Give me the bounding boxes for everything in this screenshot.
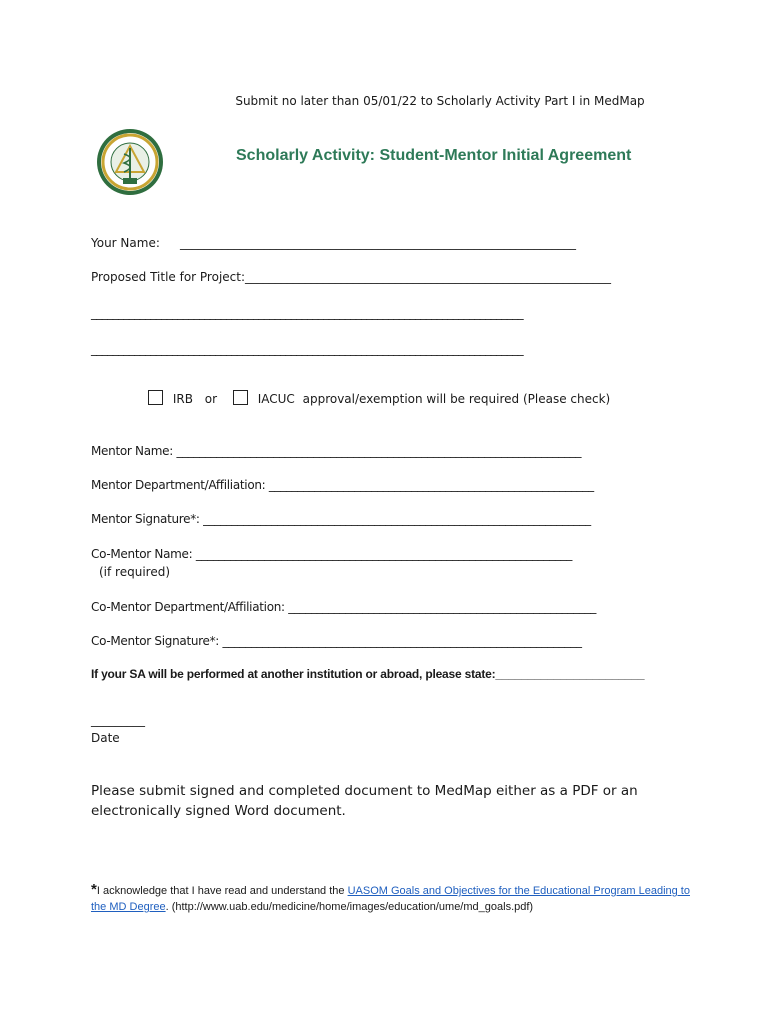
submission-instructions: Please submit signed and completed document to MedMap either as a PDF or an electronically signed Word document.: [91, 783, 638, 819]
acknowledgement-text: I acknowledge that I have read and understand the: [96, 885, 348, 897]
comentor-department-field[interactable]: Co-Mentor Department/Affiliation: ______________________________________________________: [91, 600, 597, 614]
acknowledgement-asterisk: *: [91, 881, 97, 898]
or-label: or: [204, 392, 218, 406]
project-title-continuation-1[interactable]: ________________________________________________________________________________: [91, 306, 524, 320]
submit-deadline-note: Submit no later than 05/01/22 to Scholarly Activity Part I in MedMap: [235, 94, 645, 108]
your-name-label: Your Name:: [91, 236, 160, 250]
approval-row: [148, 390, 610, 406]
project-title-continuation-2[interactable]: ________________________________________________________________________________: [91, 342, 524, 356]
acknowledgement: [91, 882, 691, 915]
approval-statement: approval/exemption will be required (Please check): [302, 392, 611, 406]
mentor-name-field[interactable]: Mentor Name: _______________________________________________________________________: [91, 444, 582, 458]
iacuc-checkbox[interactable]: [233, 390, 248, 405]
acknowledgement-url: . (http://www.uab.edu/medicine/home/images/education/ume/md_goals.pdf): [165, 901, 534, 913]
your-name-field[interactable]: __________________________________________________________________: [180, 236, 576, 250]
institution-abroad-field[interactable]: If your SA will be performed at another institution or abroad, please state:_______________________: [91, 667, 645, 681]
iacuc-label: IACUC: [257, 392, 295, 406]
date-field[interactable]: _________: [91, 713, 145, 727]
comentor-signature-field[interactable]: Co-Mentor Signature*: _______________________________________________________________: [91, 634, 582, 648]
goals-objectives-link[interactable]: UASOM Goals and Objectives for the Educational Program Leading to the MD Degree: [91, 885, 690, 913]
uab-school-of-medicine-seal: [96, 128, 164, 196]
form-title: Scholarly Activity: Student-Mentor Initial Agreement: [236, 147, 632, 164]
irb-checkbox[interactable]: [148, 390, 163, 405]
comentor-if-required-note: (if required): [99, 565, 171, 579]
mentor-department-field[interactable]: Mentor Department/Affiliation: _________________________________________________________: [91, 478, 594, 492]
date-label: Date: [91, 731, 120, 745]
project-title-label: Proposed Title for Project:: [91, 270, 246, 284]
project-title-field[interactable]: _____________________________________________________________: [245, 270, 611, 284]
mentor-signature-field[interactable]: Mentor Signature*: ____________________________________________________________________: [91, 512, 591, 526]
irb-label: IRB: [172, 392, 193, 406]
comentor-name-field[interactable]: Co-Mentor Name: __________________________________________________________________: [91, 547, 573, 561]
